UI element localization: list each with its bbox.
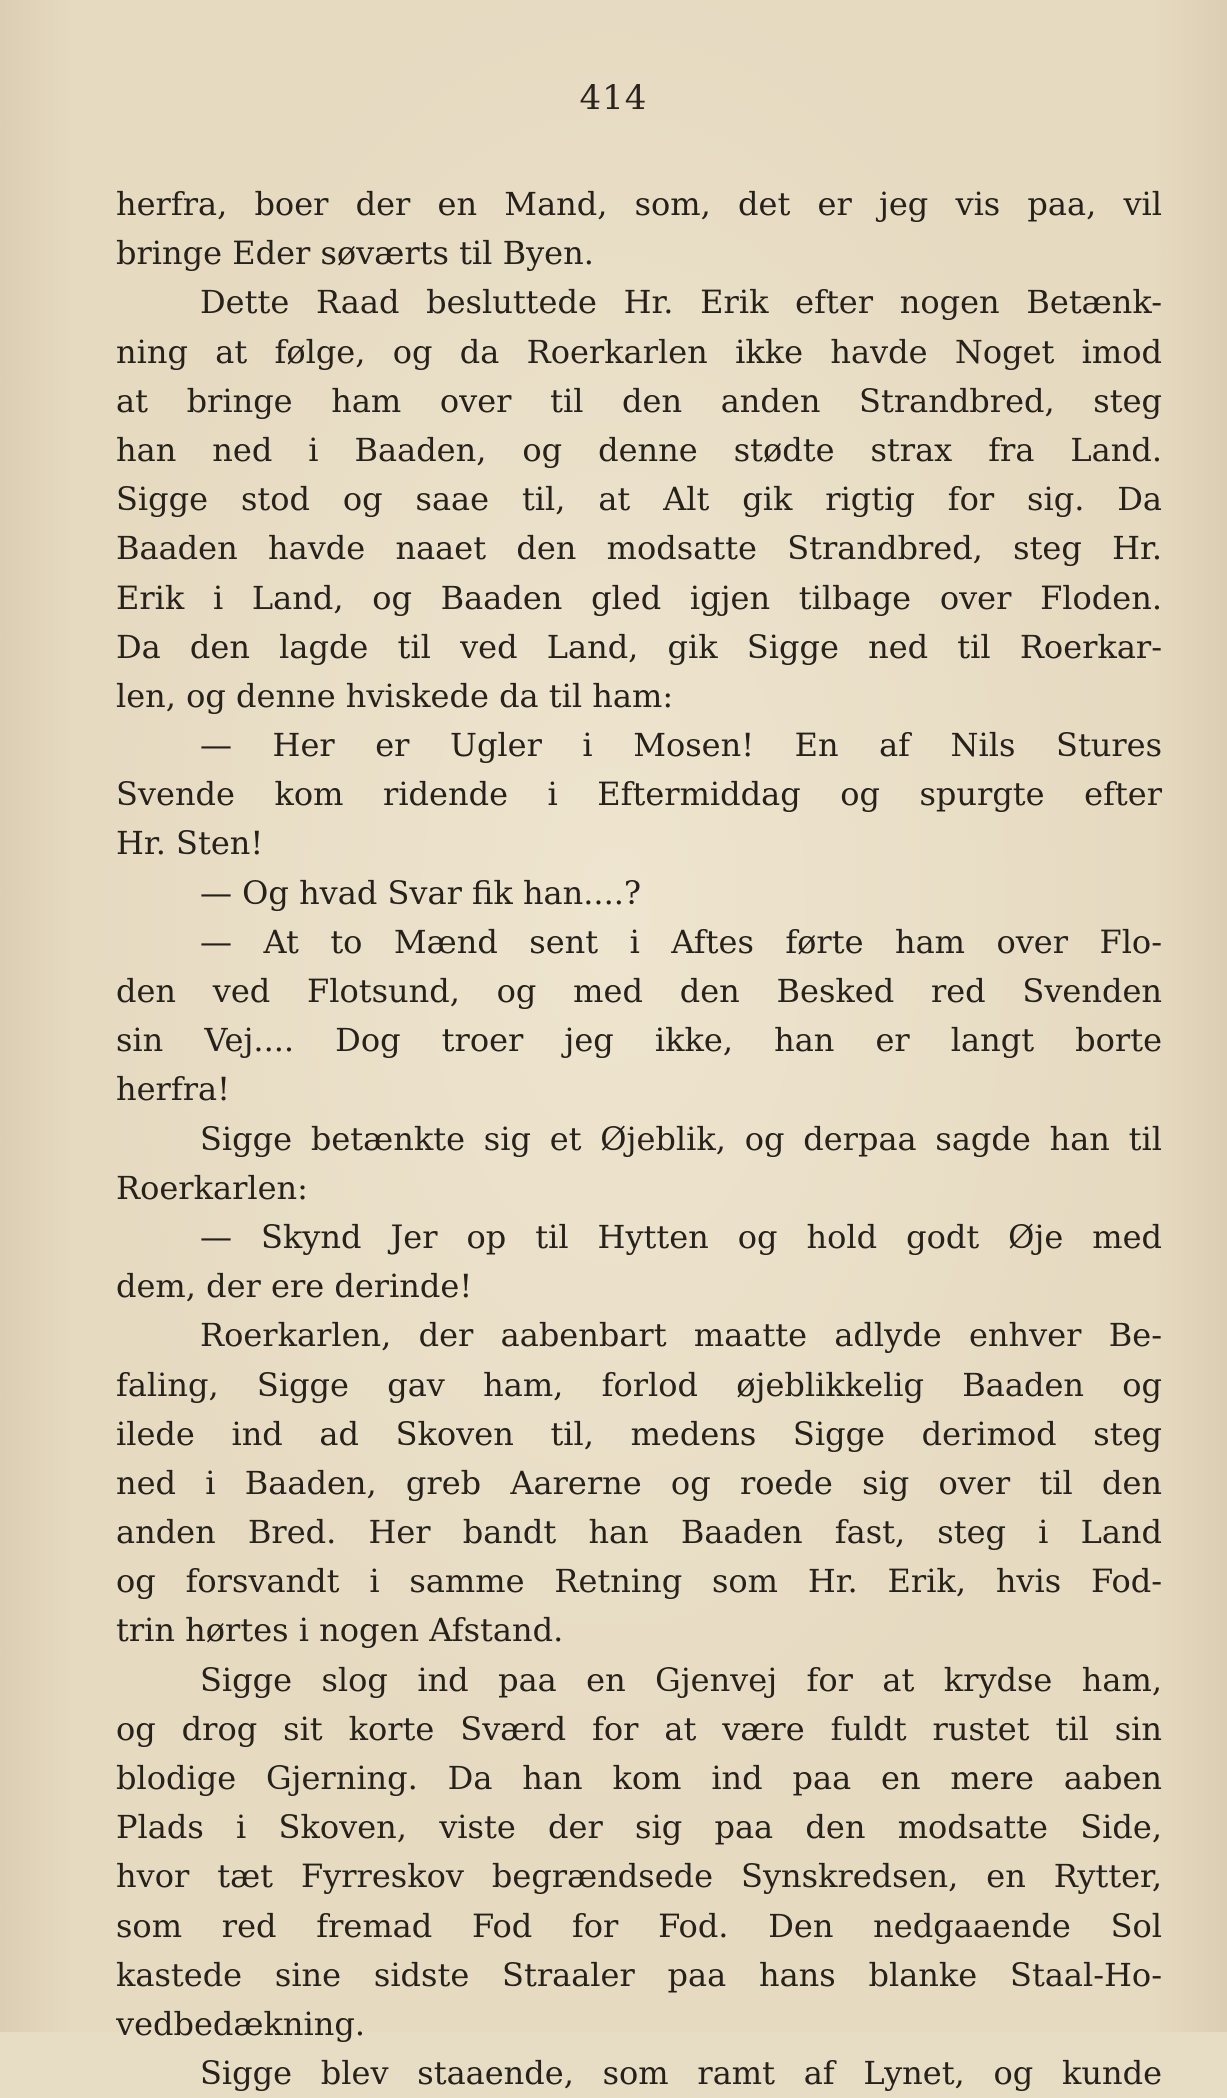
text-line: Da den lagde til ved Land, gik Sigge ned til Roerkar- [116, 627, 1162, 666]
text-line: trin hørtes i nogen Afstand. [116, 1611, 564, 1650]
text-line: bringe Eder søværts til Byen. [116, 234, 594, 273]
text-line: Sigge stod og saae til, at Alt gik rigtig for sig. Da [116, 480, 1162, 519]
text-line: kastede sine sidste Straaler paa hans blanke Staal-Ho- [116, 1955, 1162, 1994]
text-line: — Her er Ugler i Mosen! En af Nils Stures [200, 726, 1162, 765]
text-line: — At to Mænd sent i Aftes førte ham over Flo- [200, 922, 1162, 961]
text-line: sin Vej.... Dog troer jeg ikke, han er langt borte [116, 1021, 1162, 1060]
text-line: len, og denne hviskede da til ham: [116, 676, 674, 715]
text-line: Sigge betænkte sig et Øjeblik, og derpaa sagde han til [200, 1119, 1162, 1158]
text-line: — Og hvad Svar fik han....? [200, 873, 642, 912]
text-line: Dette Raad besluttede Hr. Erik efter nogen Betænk- [200, 283, 1162, 322]
text-line: ning at følge, og da Roerkarlen ikke havde Noget imod [116, 332, 1162, 371]
text-line: Sigge slog ind paa en Gjenvej for at krydse ham, [200, 1660, 1162, 1699]
text-line: faling, Sigge gav ham, forlod øjeblikkelig Baaden og [116, 1365, 1162, 1404]
text-line: og forsvandt i samme Retning som Hr. Erik, hvis Fod- [116, 1562, 1162, 1601]
text-line: — Skynd Jer op til Hytten og hold godt Øje med [200, 1217, 1162, 1256]
text-line: herfra! [116, 1070, 230, 1109]
text-line: ned i Baaden, greb Aarerne og roede sig over til den [116, 1463, 1162, 1502]
text-line: Sigge blev staaende, som ramt af Lynet, og kunde [200, 2054, 1162, 2093]
text-line: dem, der ere derinde! [116, 1267, 473, 1306]
text-line: at bringe ham over til den anden Strandbred, steg [116, 381, 1162, 420]
page-number: 414 [579, 78, 648, 118]
text-line: som red fremad Fod for Fod. Den nedgaaende Sol [116, 1906, 1162, 1945]
text-line: Plads i Skoven, viste der sig paa den modsatte Side, [116, 1808, 1162, 1847]
text-line: Roerkarlen: [116, 1168, 308, 1207]
text-line: han ned i Baaden, og denne stødte strax fra Land. [116, 430, 1162, 469]
text-line: Baaden havde naaet den modsatte Strandbred, steg Hr. [116, 529, 1162, 568]
text-line: den ved Flotsund, og med den Besked red Svenden [116, 972, 1162, 1010]
text-line: blodige Gjerning. Da han kom ind paa en mere aaben [116, 1759, 1162, 1797]
text-line: Svende kom ridende i Eftermiddag og spurgte efter [116, 775, 1162, 814]
text-line: hvor tæt Fyrreskov begrændsede Synskredsen, en Rytter, [116, 1857, 1162, 1896]
body-text [116, 180, 1162, 2098]
text-line: Hr. Sten! [116, 824, 264, 863]
text-line: og drog sit korte Sværd for at være fuldt rustet til sin [116, 1709, 1162, 1748]
text-line: anden Bred. Her bandt han Baaden fast, steg i Land [116, 1513, 1162, 1552]
text-line: Roerkarlen, der aabenbart maatte adlyde enhver Be- [200, 1316, 1162, 1355]
text-line: herfra, boer der en Mand, som, det er jeg vis paa, vil [116, 185, 1162, 223]
text-line: vedbedækning. [116, 2004, 365, 2043]
text-line: ilede ind ad Skoven til, medens Sigge derimod steg [116, 1414, 1162, 1453]
text-line: Erik i Land, og Baaden gled igjen tilbage over Floden. [116, 578, 1162, 617]
